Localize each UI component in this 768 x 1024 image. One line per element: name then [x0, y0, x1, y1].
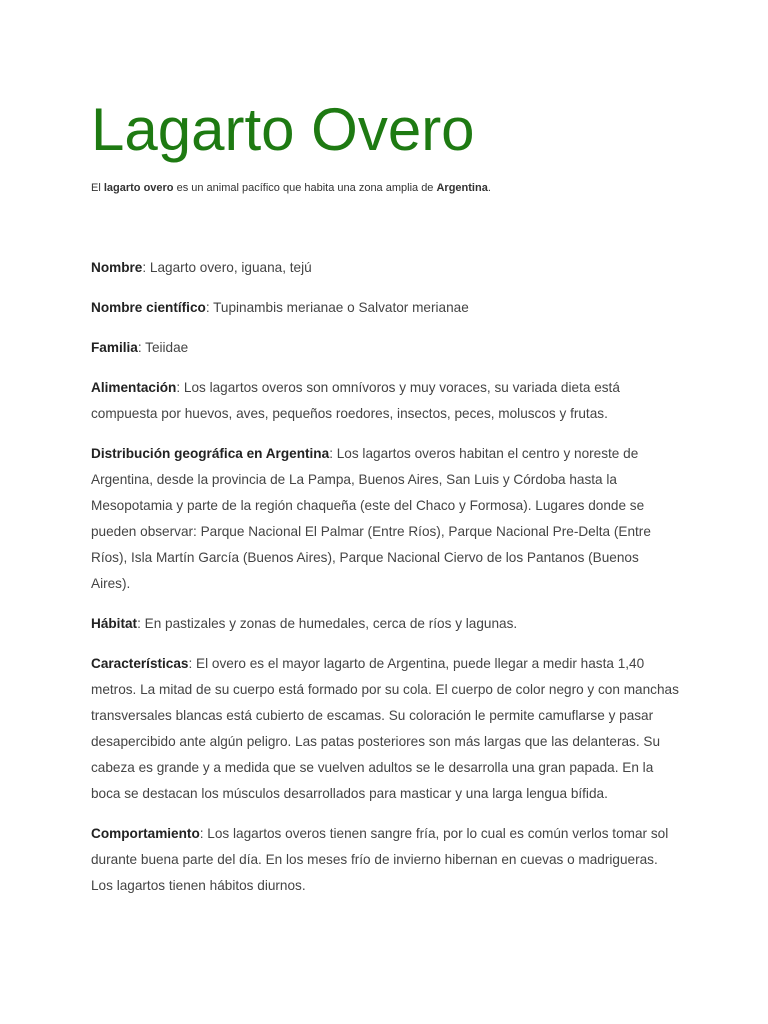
fact-label: Distribución geográfica en Argentina [91, 446, 330, 461]
fact-alimentacion [91, 375, 681, 427]
intro-bold-lagarto-overo: lagarto overo [103, 182, 174, 194]
page-title: Lagarto Overo [91, 96, 475, 163]
fact-value: : Lagarto overo, iguana, tejú [142, 260, 312, 275]
fact-value: : Los lagartos overos habitan el centro y noreste de Argentina, desde la provincia de La Pampa, Buenos Aires, San Luis y Córdoba hasta la Mesopotamia y parte de la región chaqueña (este del Chaco y Formosa). Lugares donde se pueden observar: Parque Nacional El Palmar (Entre Ríos), Parque Nacional Pre-Delta (Entre Ríos), Isla Martín García (Buenos Aires), Parque Nacional Ciervo de los Pantanos (Buenos Aires). [91, 446, 651, 591]
fact-label: Comportamiento [91, 826, 200, 841]
intro-text-1: El [91, 182, 104, 194]
fact-label: Nombre [91, 260, 143, 275]
fact-habitat [91, 611, 681, 637]
fact-value: : El overo es el mayor lagarto de Argentina, puede llegar a medir hasta 1,40 metros. La mitad de su cuerpo está formado por su cola. El cuerpo de color negro y con manchas transversales blancas está cubierto de escamas. Su coloración le permite camuflarse y pasar desapercibido ante algún peligro. Las patas posteriores son más largas que las delanteras. Su cabeza es grande y a medida que se vuelven adultos se le desarrolla una gran papada. En la boca se destacan los músculos desarrollados para masticar y una larga lengua bífida. [91, 656, 679, 801]
fact-label: Nombre científico [91, 300, 206, 315]
fact-value: : Los lagartos overos son omnívoros y muy voraces, su variada dieta está compuesta por huevos, aves, pequeños roedores, insectos, peces, moluscos y frutas. [91, 380, 620, 421]
fact-label: Alimentación [91, 380, 177, 395]
fact-value: : Los lagartos overos tienen sangre fría, por lo cual es común verlos tomar sol durante buena parte del día. En los meses frío de invierno hibernan en cuevas o madrigueras. Los lagartos tienen hábitos diurnos. [91, 826, 669, 893]
fact-label: Hábitat [91, 616, 138, 631]
facts-list [91, 255, 681, 913]
fact-caracteristicas [91, 651, 681, 807]
intro-bold-argentina: Argentina [436, 182, 488, 194]
fact-distribucion [91, 441, 681, 597]
fact-familia [91, 335, 681, 361]
intro-paragraph [91, 180, 691, 196]
intro-text-2: es un animal pacífico que habita una zona amplia de [173, 182, 437, 194]
fact-label: Características [91, 656, 189, 671]
fact-value: : Teiidae [137, 340, 189, 355]
fact-comportamiento [91, 821, 681, 899]
fact-value: : Tupinambis merianae o Salvator merianae [205, 300, 469, 315]
fact-nombre-cientifico [91, 295, 681, 321]
fact-nombre [91, 255, 681, 281]
fact-value: : En pastizales y zonas de humedales, cerca de ríos y lagunas. [137, 616, 518, 631]
fact-label: Familia [91, 340, 138, 355]
intro-text-3: . [487, 182, 491, 194]
